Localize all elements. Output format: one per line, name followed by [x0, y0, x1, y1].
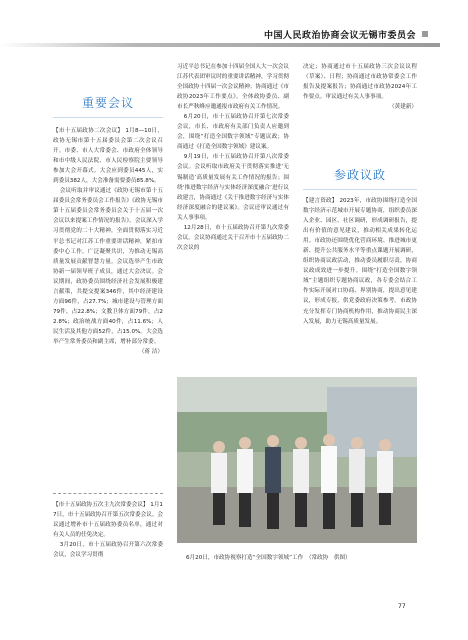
page-header: [0, 28, 468, 54]
column-left-lower: [53, 500, 163, 560]
paragraph: 【市十五届政协二次会议】 1月8—10日，政协无锡市第十五届委员会第二次会议召开。市委、市人大常委会、市政府全体领导和市中级人民法院、市人民检察院主要领导参加大会开幕式。大会应到委员445人，实到委员382人，大会准备需要委员85.8%。: [53, 128, 163, 185]
header-mark: [422, 31, 428, 37]
column-left: [53, 126, 163, 357]
paragraph: 【建言资政】 2023年，市政协围绕打造全国数字经济示范城市开展专题协商，组织委员深入企业、园区、社区调研，形成调研报告，提出有价值的意见建议，推动相关成果转化运用。市政协还围绕优化营商环境、推进城市更新、提升公共服务水平等重点课题开展调研，组织协商议政活动，推动委员履职尽责，协商议政成效进一步提升。围绕“打造全国数字领域”主题组织专题协商议政，各专委会结合工作实际开展对口协商、界别协商，提出意见建议，形成专报，供党委政府决策参考。市政协充分发挥专门协商机构作用，推动协商民主深入发展，助力无锡高质量发展。: [303, 198, 417, 325]
paragraph: 会议听取并审议通过《政协无锡市第十五届委员会常务委员会工作报告》《政协无锡市第十五届委员会常务委员会关于十五届一次会议以来提案工作情况的报告》。会议深入学习贯彻党的二十大精神，全面贯彻落实习近平总书记对江苏工作重要讲话精神，紧扣市委中心工作，广泛凝聚共识，为推动无锡高质量发展贡献智慧力量。会议选举产生市政协新一届领导班子成员，通过大会决议。会议期间，政协委员围绕经济社会发展积极建言献策，共提交提案346件，其中经济建设方面96件，占27.7%；城市建设与管理方面79件，占22.8%；文教卫体方面79件，占22.8%；政治统战方面40件，占11.6%；人民生活及其他方面52件，占15.0%。大会选举产生常务委员和副主席，增补部分常委。: [53, 188, 163, 345]
photo-caption: 6月20日，市政协视察打造“全国数字领域”工作 （常政协 供图）: [186, 555, 351, 561]
paragraph: 习近平总书记在参加十四届全国人大一次会议江苏代表团审议时的重要讲话精神，学习贯彻全国政协十四届一次会议精神；协商通过《市政协2023年工作要点》。全体政协委员、副市长严秋峰应邀通报市政府有关工作情况。: [177, 64, 289, 111]
column-divider: [53, 493, 163, 494]
column-right-lower: [303, 196, 417, 327]
section-title-important-meetings: 重要会议: [81, 96, 134, 110]
page-number: 77: [398, 603, 406, 610]
event-photo: [177, 377, 417, 543]
paragraph: 6月20日，市十五届政协召开第七次常委会议，市长、市政府有关部门负责人应邀到会，围绕“打造全国数字领域”专题议政；协商通过《打造全国数字领域》建议案。: [177, 114, 289, 151]
photo-illustration: [177, 377, 417, 543]
paragraph: 9月19日，市十五届政协召开第八次常委会议。会议听取市政府关于贯彻落实推进‘无锡制造’高质量发展有关工作情况的报告；围绕‘推进数字经济与实体经济深度融合’进行议政建言，协商通过《关于推进数字经济与实体经济深度融合的建议案》。会议还审议通过有关人事事项。: [177, 154, 289, 221]
column-middle: [177, 62, 289, 253]
section-title-participation: 参政议政: [333, 168, 386, 182]
header-title: 中国人民政治协商会议无锡市委员会: [263, 31, 416, 41]
paragraph: 决定；协商通过市十五届政协三次会议议程（草案）、日程；协商通过市政协常委会工作报告及提案报告；协商通过市政协2024年工作要点。审议通过有关人事事项。: [303, 64, 417, 101]
section-divider: [53, 117, 163, 118]
paragraph: 【市十五届政协五次主九次常委会议】 1月17日，市十五届政协召开第五次常委会议。会议通过增补市十五届政协委员名单，通过对有关人员的任免决定。: [53, 502, 163, 539]
paragraph: 3月20日，市十五届政协召开第六次常委会议，会议学习贯彻: [53, 542, 163, 559]
section-divider: [303, 189, 417, 190]
author-note: （黄建新）: [389, 104, 417, 111]
column-right: [303, 62, 417, 112]
header-bar: [0, 43, 440, 47]
paragraph: 12月28日，市十五届政协召开第九次常委会议。会议协商通过关于召开市十五届政协二次会议的: [177, 224, 289, 251]
author-note: （蒋 洁）: [138, 349, 163, 356]
